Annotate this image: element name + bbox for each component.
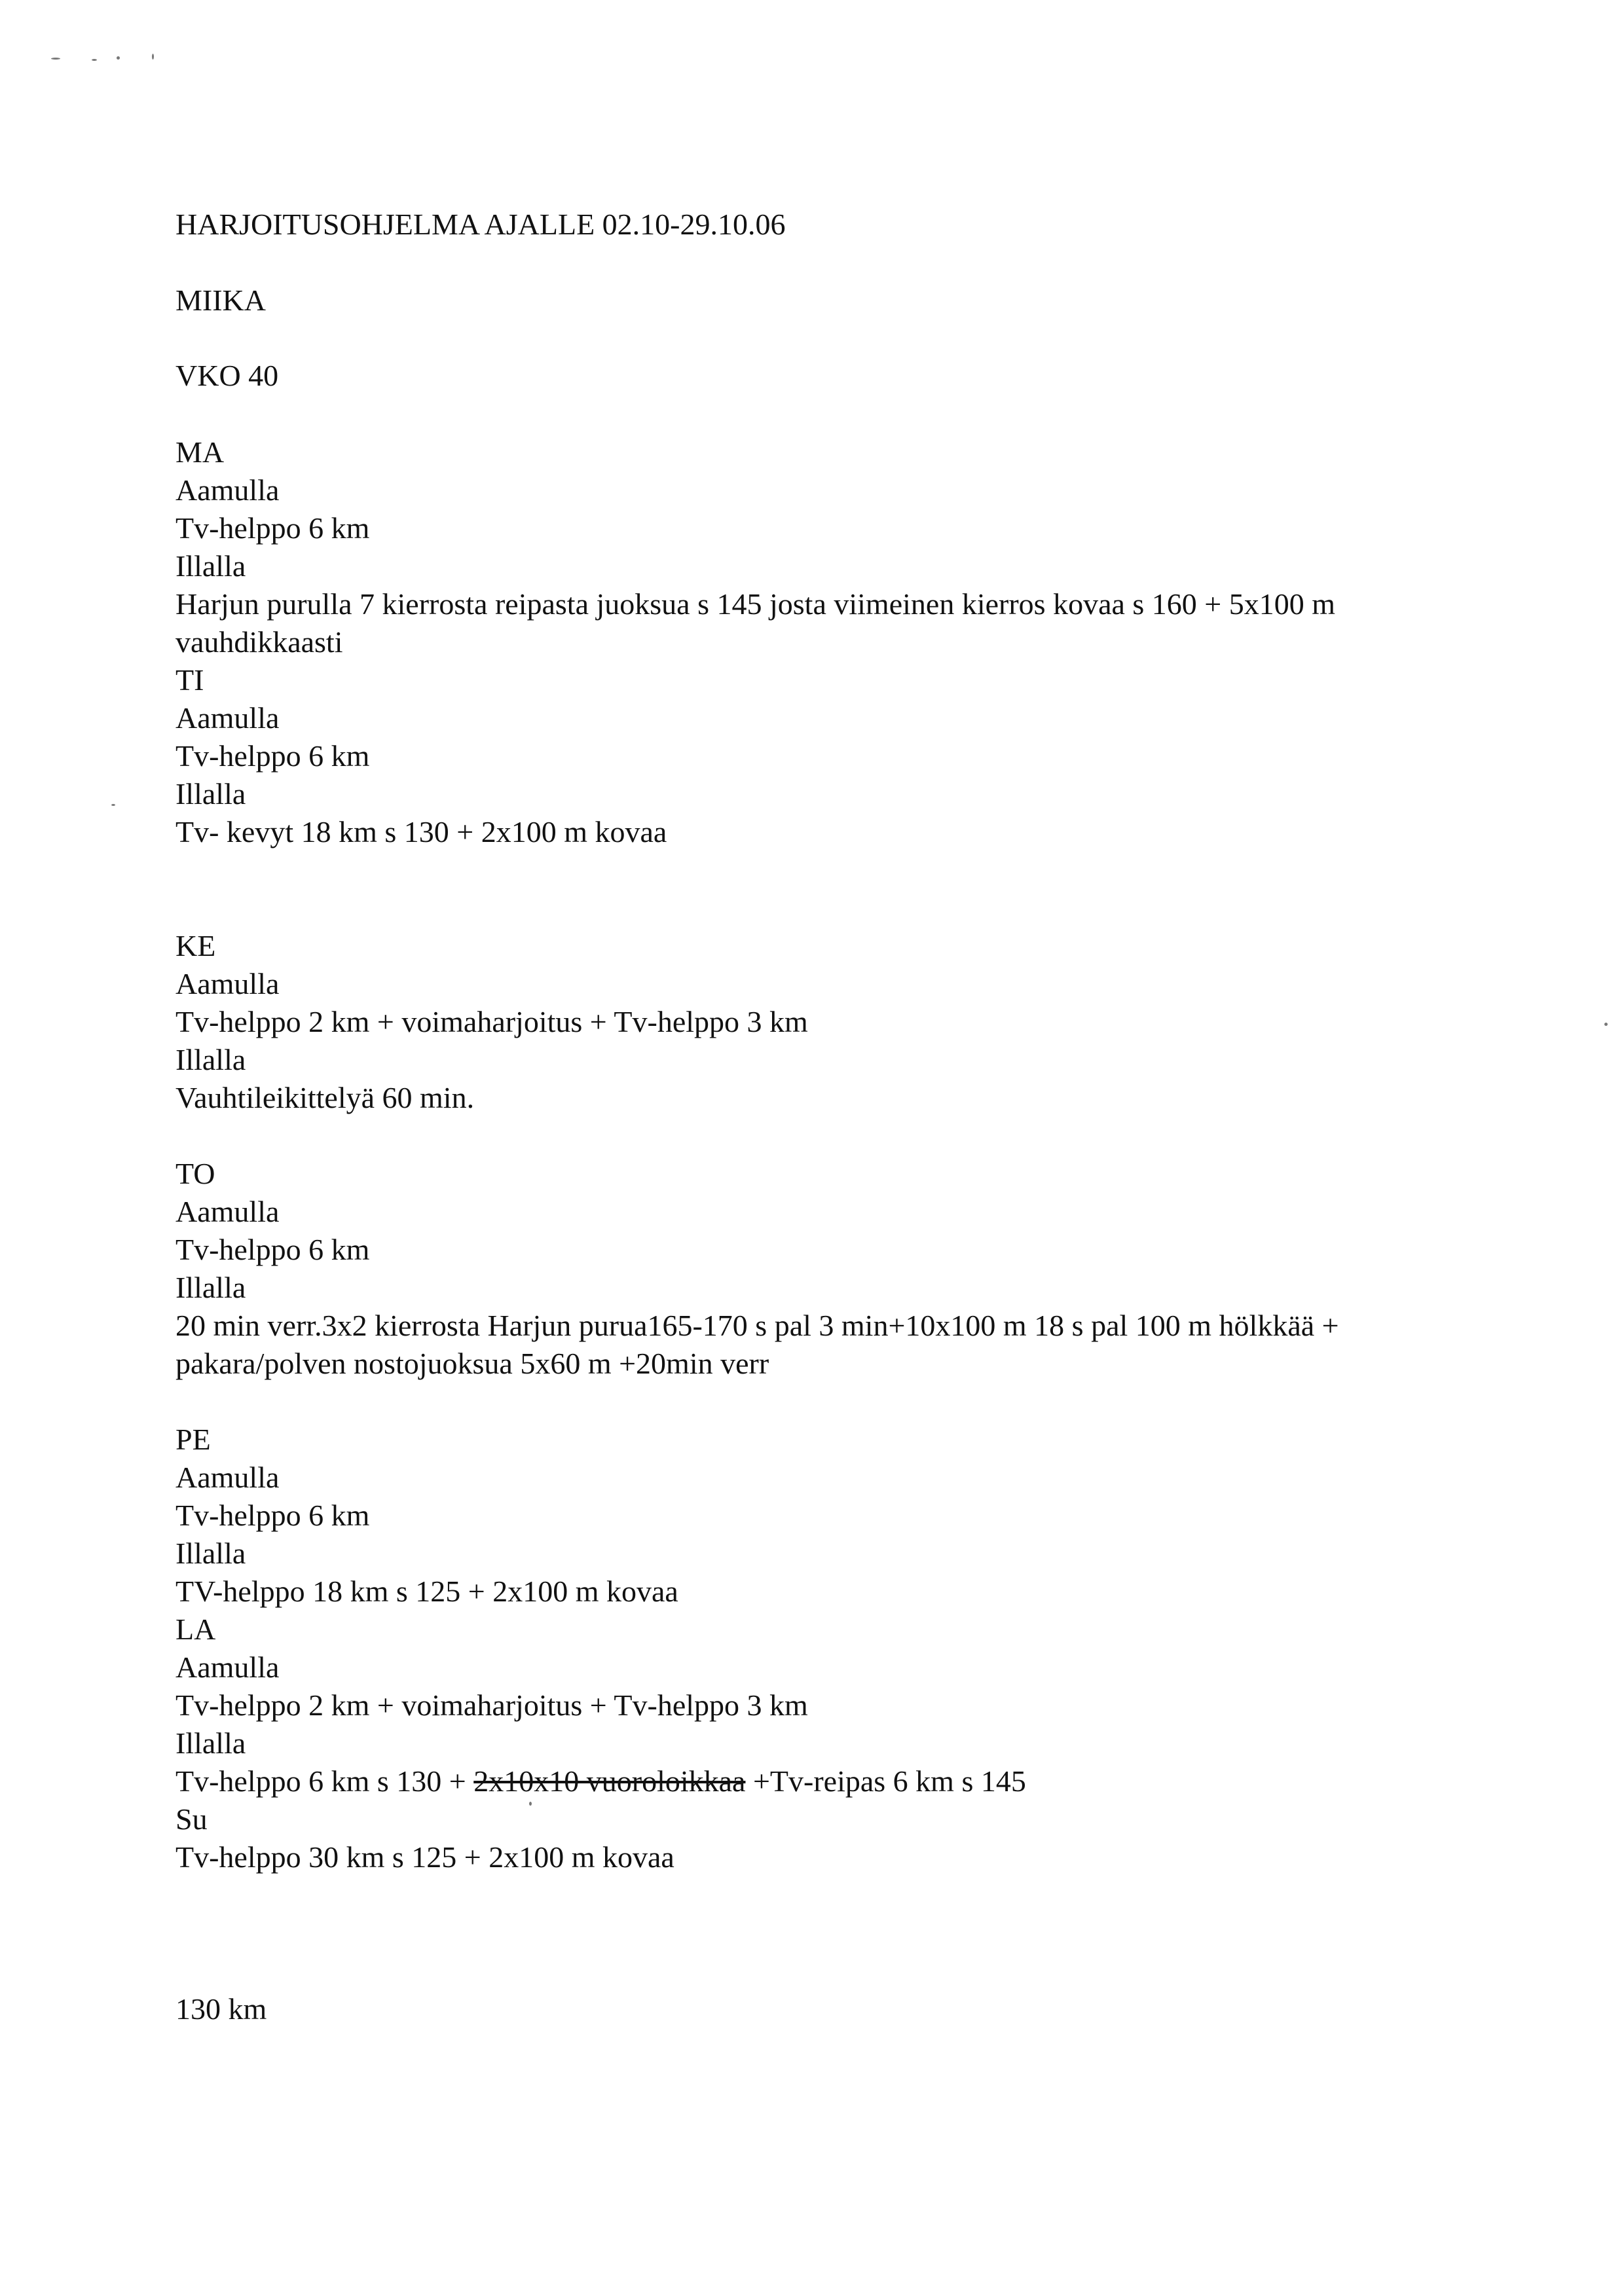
scan-speck xyxy=(1604,1023,1608,1026)
scan-speck xyxy=(117,56,120,60)
evening-session: TV-helppo 18 km s 125 + 2x100 m kovaa xyxy=(175,1575,678,1608)
morning-label: Aamulla xyxy=(175,473,280,507)
morning-label: Aamulla xyxy=(175,1650,280,1684)
morning-session: Tv-helppo 6 km xyxy=(175,739,370,773)
morning-session: Tv-helppo 2 km + voimaharjoitus + Tv-helppo 3 km xyxy=(175,1005,808,1038)
day-heading-ma: MA xyxy=(175,435,225,469)
evening-session: Harjun purulla 7 kierrosta reipasta juoksua s 145 josta viimeinen kierros kovaa s 160 + 5x100 m vauhdikkaasti xyxy=(175,587,1336,659)
morning-session: Tv-helppo 2 km + voimaharjoitus + Tv-helppo 3 km xyxy=(175,1688,808,1722)
morning-label: Aamulla xyxy=(175,1195,280,1228)
morning-label: Aamulla xyxy=(175,1461,280,1494)
evening-session-line-2: pakara/polven nostojuoksua 5x60 m +20min verr xyxy=(175,1347,769,1380)
struck-out-text: 2x10x10 vuoroloikkaa xyxy=(473,1764,746,1798)
week-label: VKO 40 xyxy=(175,359,279,392)
weekly-total: 130 km xyxy=(175,1992,267,2026)
day-heading-to: TO xyxy=(175,1157,215,1190)
evening-session-part-2: +Tv-reipas 6 km s 145 xyxy=(745,1764,1026,1798)
scan-speck xyxy=(152,54,154,60)
morning-session: Tv-helppo 6 km xyxy=(175,511,370,545)
evening-label: Illalla xyxy=(175,777,246,811)
sunday-session: Tv-helppo 30 km s 125 + 2x100 m kovaa xyxy=(175,1840,674,1874)
day-heading-pe: PE xyxy=(175,1423,211,1456)
morning-session: Tv-helppo 6 km xyxy=(175,1499,370,1532)
scan-speck xyxy=(51,58,60,60)
morning-label: Aamulla xyxy=(175,967,280,1000)
evening-session xyxy=(175,1762,1026,1800)
scan-speck xyxy=(529,1802,532,1806)
evening-label: Illalla xyxy=(175,1043,246,1076)
day-heading-la: LA xyxy=(175,1613,216,1646)
evening-label: Illalla xyxy=(175,1537,246,1570)
morning-session: Tv-helppo 6 km xyxy=(175,1233,370,1266)
day-heading-su: Su xyxy=(175,1802,208,1836)
morning-label: Aamulla xyxy=(175,701,280,735)
evening-label: Illalla xyxy=(175,1726,246,1760)
evening-session-line-1: 20 min verr.3x2 kierrosta Harjun purua165-170 s pal 3 min+10x100 m 18 s pal 100 m hölkkää + xyxy=(175,1309,1339,1342)
evening-label: Illalla xyxy=(175,549,246,583)
scan-speck xyxy=(92,59,97,61)
day-heading-ti: TI xyxy=(175,663,204,697)
scan-speck xyxy=(111,804,115,806)
athlete-name: MIIKA xyxy=(175,283,266,317)
document-title: HARJOITUSOHJELMA AJALLE 02.10-29.10.06 xyxy=(175,208,786,241)
evening-session-part-1: Tv-helppo 6 km s 130 + xyxy=(175,1764,474,1798)
evening-session: Tv- kevyt 18 km s 130 + 2x100 m kovaa xyxy=(175,815,667,848)
evening-session: Vauhtileikittelyä 60 min. xyxy=(175,1081,475,1114)
evening-label: Illalla xyxy=(175,1271,246,1304)
day-heading-ke: KE xyxy=(175,929,216,962)
